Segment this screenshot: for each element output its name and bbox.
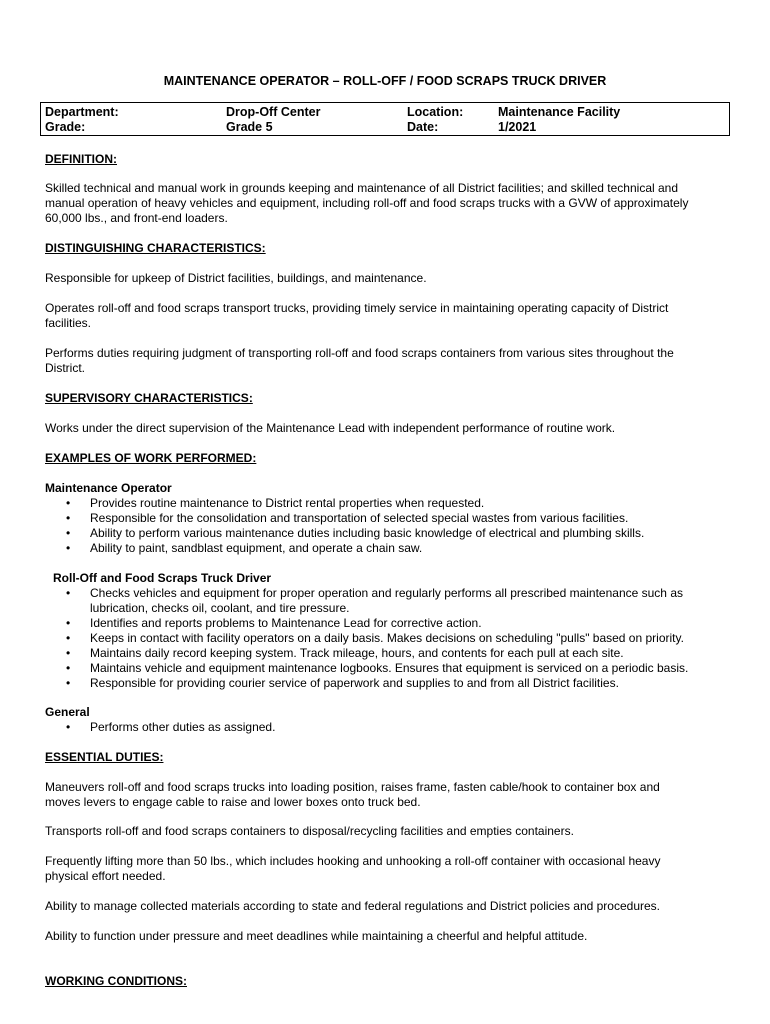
- rolloff-driver-subheading: Roll-Off and Food Scraps Truck Driver: [53, 571, 272, 585]
- grade-label: Grade:: [45, 120, 86, 134]
- bullet-icon: •: [66, 661, 71, 675]
- date-label: Date:: [407, 120, 439, 134]
- location-label: Location:: [407, 105, 464, 119]
- essential-duties-heading: ESSENTIAL DUTIES:: [45, 750, 164, 764]
- bullet-icon: •: [66, 646, 71, 660]
- paragraph-line: Maneuvers roll-off and food scraps trucks into loading position, raises frame, fasten cable/hook to container box and: [45, 780, 660, 794]
- working-conditions-heading: WORKING CONDITIONS:: [45, 974, 187, 988]
- essential-paragraph: [45, 780, 735, 810]
- distinguishing-paragraph: [45, 346, 735, 376]
- department-label: Department:: [45, 105, 119, 119]
- job-info-box: [40, 102, 730, 136]
- general-list: [62, 720, 722, 735]
- general-subheading: General: [45, 705, 90, 719]
- list-item-text: Responsible for the consolidation and transportation of selected special wastes from various facilities.: [90, 511, 629, 525]
- list-item: [62, 720, 722, 735]
- paragraph-line: moves levers to engage cable to raise and lower boxes onto truck bed.: [45, 795, 421, 809]
- definition-text: [45, 181, 735, 226]
- essential-paragraph: Ability to function under pressure and meet deadlines while maintaining a cheerful and helpful attitude.: [45, 929, 588, 943]
- list-item: [62, 511, 722, 526]
- list-item-text: Maintains daily record keeping system. Track mileage, hours, and contents for each pull at each site.: [90, 646, 624, 660]
- paragraph-line: Operates roll-off and food scraps transport trucks, providing timely service in maintaining operating capacity of District: [45, 301, 669, 315]
- list-item-text: Performs other duties as assigned.: [90, 720, 276, 734]
- list-item: [62, 616, 722, 631]
- distinguishing-heading: DISTINGUISHING CHARACTERISTICS:: [45, 241, 266, 255]
- essential-paragraph: [45, 854, 735, 884]
- list-item: [62, 661, 722, 676]
- page-title: MAINTENANCE OPERATOR – ROLL-OFF / FOOD SCRAPS TRUCK DRIVER: [163, 74, 607, 88]
- list-item-text: Maintains vehicle and equipment maintenance logbooks. Ensures that equipment is serviced on a periodic basis.: [90, 661, 689, 675]
- list-item-text: Ability to paint, sandblast equipment, and operate a chain saw.: [90, 541, 423, 555]
- distinguishing-paragraph: [45, 301, 735, 331]
- bullet-icon: •: [66, 631, 71, 645]
- maintenance-operator-list: [62, 496, 722, 556]
- bullet-icon: •: [66, 676, 71, 690]
- bullet-icon: •: [66, 586, 71, 600]
- definition-line: 60,000 lbs., and front-end loaders.: [45, 211, 228, 225]
- rolloff-driver-list: [62, 586, 722, 691]
- list-item-text: Ability to perform various maintenance duties including basic knowledge of electrical and plumbing skills.: [90, 526, 645, 540]
- bullet-icon: •: [66, 496, 71, 510]
- list-item-text: Checks vehicles and equipment for proper operation and regularly performs all prescribed maintenance such as: [90, 586, 683, 600]
- bullet-icon: •: [66, 526, 71, 540]
- grade-value: Grade 5: [226, 120, 273, 134]
- bullet-icon: •: [66, 511, 71, 525]
- list-item-text: Keeps in contact with facility operators on a daily basis. Makes decisions on scheduling "pulls" based on priority.: [90, 631, 684, 645]
- bullet-icon: •: [66, 720, 71, 734]
- date-value: 1/2021: [498, 120, 537, 134]
- list-item-text: Responsible for providing courier service of paperwork and supplies to and from all District facilities.: [90, 676, 619, 690]
- examples-heading: EXAMPLES OF WORK PERFORMED:: [45, 451, 257, 465]
- list-item: [62, 676, 722, 691]
- distinguishing-paragraph: Responsible for upkeep of District facilities, buildings, and maintenance.: [45, 271, 427, 285]
- list-item: [62, 631, 722, 646]
- bullet-icon: •: [66, 616, 71, 630]
- list-item: [62, 541, 722, 556]
- paragraph-line: District.: [45, 361, 85, 375]
- list-item-text: Provides routine maintenance to District rental properties when requested.: [90, 496, 485, 510]
- paragraph-line: Frequently lifting more than 50 lbs., which includes hooking and unhooking a roll-off container with occasional heavy: [45, 854, 661, 868]
- essential-paragraph: Transports roll-off and food scraps containers to disposal/recycling facilities and empties containers.: [45, 824, 574, 838]
- paragraph-line: facilities.: [45, 316, 92, 330]
- list-item: [62, 496, 722, 511]
- list-item-text: Identifies and reports problems to Maintenance Lead for corrective action.: [90, 616, 482, 630]
- supervisory-heading: SUPERVISORY CHARACTERISTICS:: [45, 391, 253, 405]
- department-value: Drop-Off Center: [226, 105, 321, 119]
- bullet-icon: •: [66, 541, 71, 555]
- list-item: [62, 586, 722, 616]
- paragraph-line: physical effort needed.: [45, 869, 166, 883]
- location-value: Maintenance Facility: [498, 105, 621, 119]
- list-item: [62, 526, 722, 541]
- definition-heading: DEFINITION:: [45, 152, 117, 166]
- maintenance-operator-subheading: Maintenance Operator: [45, 481, 172, 495]
- list-item: [62, 646, 722, 661]
- essential-paragraph: Ability to manage collected materials according to state and federal regulations and District policies and procedures.: [45, 899, 660, 913]
- list-item-text: lubrication, checks oil, coolant, and tire pressure.: [90, 601, 350, 615]
- supervisory-paragraph: Works under the direct supervision of the Maintenance Lead with independent performance of routine work.: [45, 421, 616, 435]
- paragraph-line: Performs duties requiring judgment of transporting roll-off and food scraps containers from various sites throughout the: [45, 346, 674, 360]
- definition-line: Skilled technical and manual work in grounds keeping and maintenance of all District facilities; and skilled technical and: [45, 181, 679, 195]
- definition-line: manual operation of heavy vehicles and equipment, including roll-off and food scraps trucks with a GVW of approximately: [45, 196, 689, 210]
